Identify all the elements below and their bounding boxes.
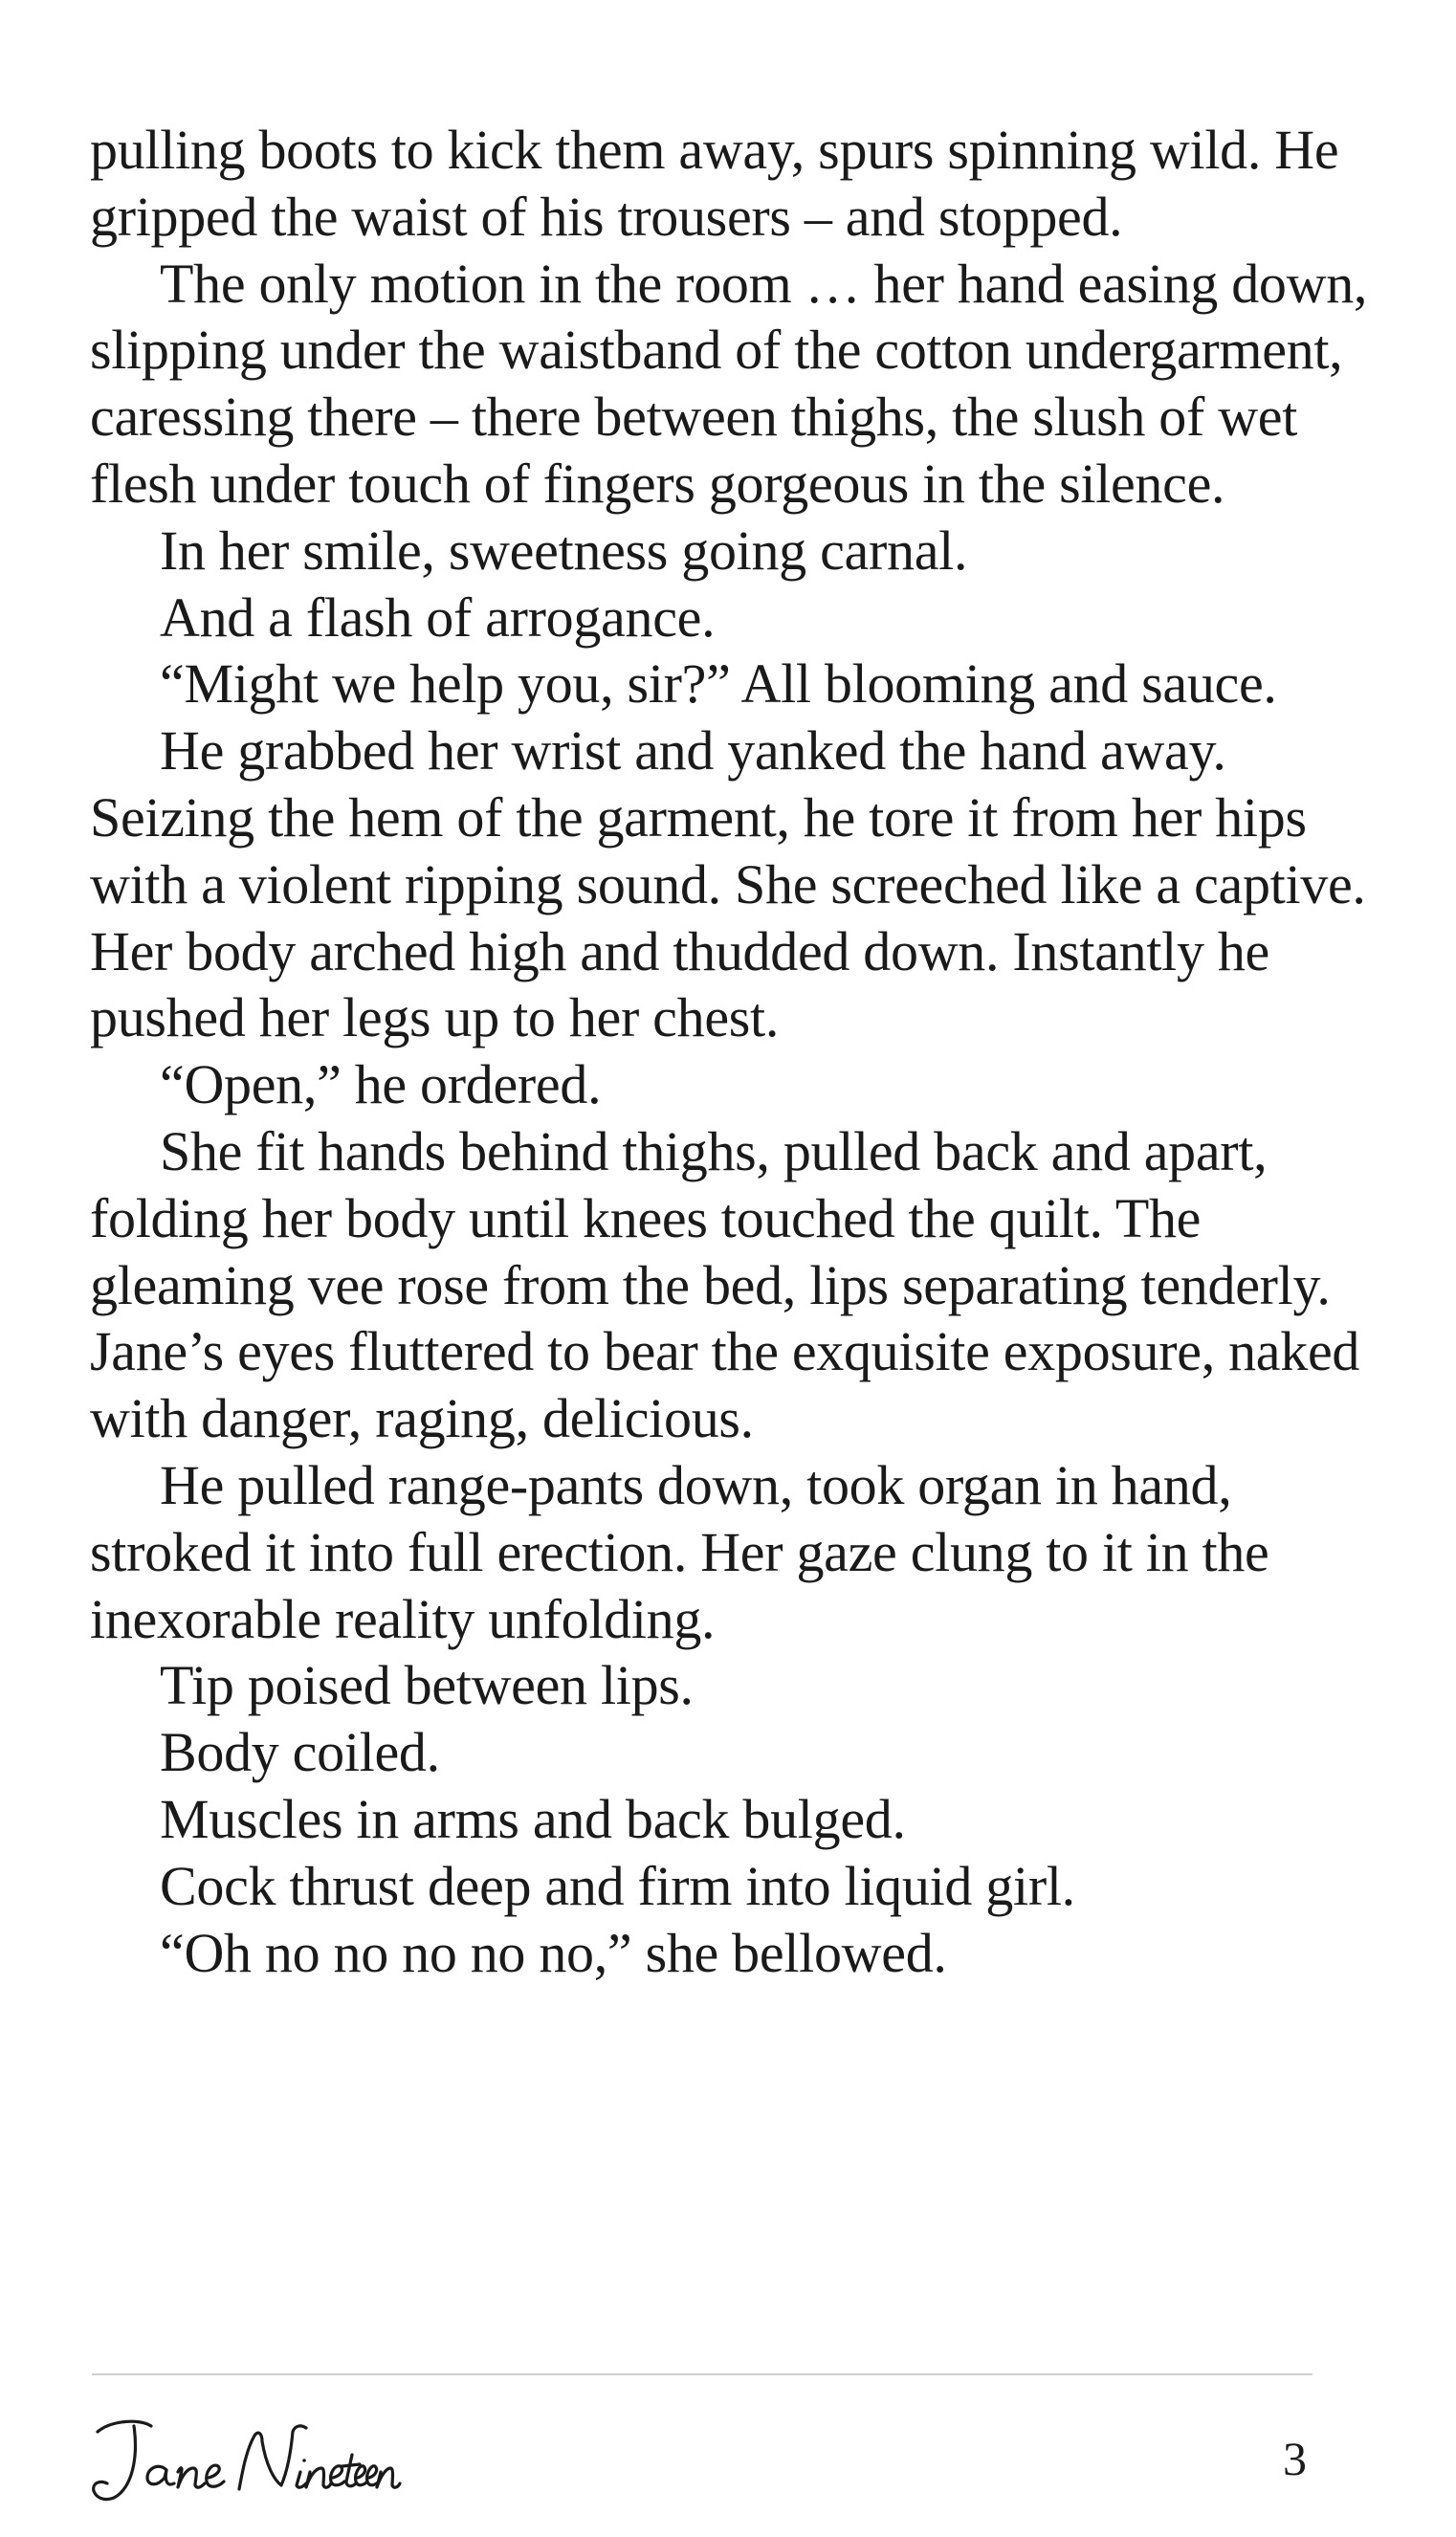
jane-nineteen-logo [78, 2411, 404, 2516]
paragraph: Muscles in arms and back bulged. [160, 1787, 906, 1850]
paragraph: And a flash of arrogance. [160, 585, 716, 649]
paragraph: She fit hands behind thighs, pulled back and apart, folding her body until knees touched the quilt. The gleaming vee rose from the bed, lips separating tenderly. Jane’s eyes fluttered to bear the exquisite exposure, naked with danger, raging, delicious. [90, 1119, 1360, 1450]
body-text [90, 117, 1372, 1986]
paragraph: “Oh no no no no no,” she bellowed. [160, 1921, 947, 1984]
footer-divider [92, 2373, 1313, 2375]
paragraph: Cock thrust deep and firm into liquid girl. [160, 1854, 1075, 1917]
paragraph: Body coiled. [160, 1721, 440, 1784]
page-number: 3 [1283, 2432, 1307, 2485]
paragraph: Tip poised between lips. [160, 1654, 694, 1717]
paragraph: “Open,” he ordered. [160, 1053, 602, 1116]
paragraph: In her smile, sweetness going carnal. [160, 518, 968, 582]
paragraph: He grabbed her wrist and yanked the hand away. Seizing the hem of the garment, he tore it from her hips with a violent ripping sound. She screeched like a captive. Her body arched high and thudded down. Instantly he pushed her legs up to her chest. [90, 719, 1366, 1049]
paragraph: He pulled range-pants down, took organ in hand, stroked it into full erection. Her gaze clung to it in the inexorable reality unfolding. [90, 1453, 1269, 1650]
paragraph: pulling boots to kick them away, spurs spinning wild. He gripped the waist of his trousers – and stopped. [90, 119, 1339, 248]
paragraph: “Might we help you, sir?” All blooming and sauce. [160, 652, 1277, 716]
paragraph: The only motion in the room … her hand easing down, slipping under the waistband of the cotton undergarment, caressing there – there between thighs, the slush of wet flesh under touch of fingers gorgeous in the silence. [90, 252, 1368, 515]
